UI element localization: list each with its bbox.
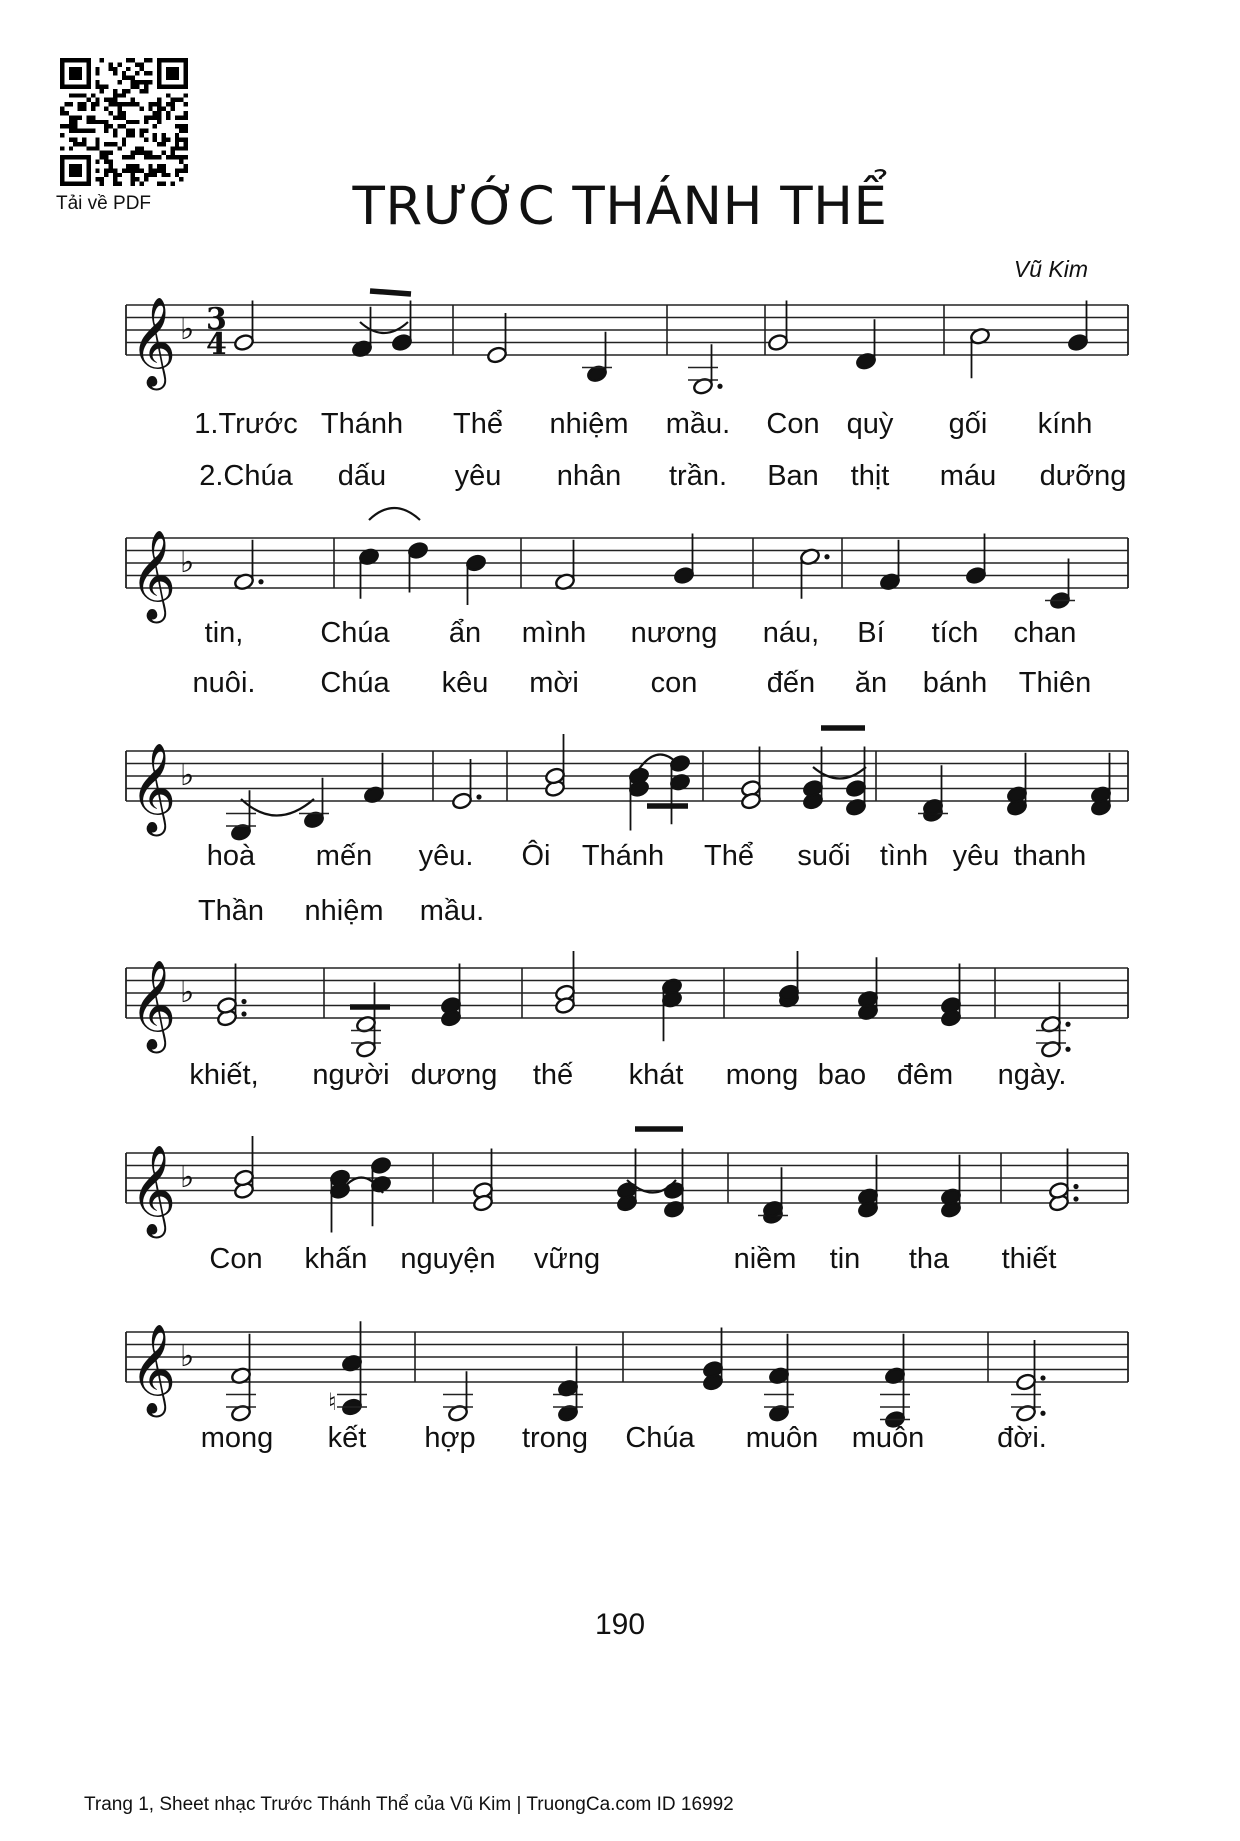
time-signature-bottom: 4	[206, 327, 227, 362]
lyric-word: mời	[529, 667, 579, 699]
lyric-word: đêm	[896, 1059, 954, 1091]
lyric-word: yêu.	[418, 840, 474, 872]
lyric-word: Chúa	[625, 1422, 695, 1454]
note-head	[465, 554, 487, 573]
notes-system-5	[233, 1136, 1078, 1233]
lyric-word: con	[650, 667, 698, 699]
lyric-word: nhiệm	[304, 895, 384, 927]
lyric-word: nương	[630, 617, 718, 649]
note-head	[391, 333, 413, 352]
lyric-word: thế	[532, 1059, 574, 1091]
lyric-word: Thánh	[581, 840, 665, 872]
flat-key-signature-icon: ♭	[180, 312, 195, 347]
note-head	[233, 333, 255, 352]
lyric-word: kính	[1037, 408, 1093, 440]
treble-clef-icon: 𝄞	[130, 1145, 177, 1235]
lyric-word: hoà	[206, 840, 256, 872]
note-dot	[1073, 1196, 1078, 1201]
lyric-word: trần.	[668, 460, 728, 492]
note-head	[451, 792, 473, 811]
lyric-word: muôn	[745, 1422, 819, 1454]
note-head	[673, 566, 695, 585]
lyric-word: đến	[766, 667, 816, 699]
lyric-word: gối	[948, 408, 988, 440]
note-dot	[717, 384, 722, 389]
lyrics-system-4	[0, 1059, 1240, 1095]
lyric-word: Ôi	[521, 840, 551, 872]
note-head	[1067, 333, 1089, 352]
lyric-word: đời.	[997, 1422, 1047, 1454]
slur	[369, 508, 420, 520]
lyric-word: Thiên	[1018, 667, 1092, 699]
lyric-word: nuôi.	[192, 667, 256, 699]
lyric-word: 2.Chúa	[199, 460, 293, 492]
lyric-word: ngày.	[997, 1059, 1067, 1091]
lyric-word: Chúa	[320, 617, 390, 649]
staff-system-4	[126, 960, 1128, 1054]
lyric-word: Con	[766, 408, 820, 440]
note-dot	[241, 1011, 246, 1016]
treble-clef-icon: 𝄞	[130, 960, 177, 1050]
lyric-word: 1.Trước	[194, 408, 298, 440]
lyrics-system-2-verse-1	[0, 617, 1240, 653]
lyric-word: tình	[879, 840, 929, 872]
lyric-word: tin	[829, 1243, 861, 1275]
note-dot	[824, 554, 829, 559]
lyric-word: nhiệm	[549, 408, 629, 440]
lyric-word: Chúa	[320, 667, 390, 699]
lyric-word: người	[312, 1059, 390, 1091]
note-dot	[1073, 1184, 1078, 1189]
lyric-word: thiết	[1001, 1243, 1057, 1275]
flat-key-signature-icon: ♭	[180, 545, 195, 580]
download-pdf-link[interactable]: Tải về PDF	[56, 193, 152, 214]
flat-key-signature-icon: ♭	[180, 1339, 195, 1374]
lyrics-system-3-verse-2	[0, 895, 1240, 931]
flat-key-signature-icon: ♭	[180, 758, 195, 793]
lyrics-system-5	[0, 1243, 1240, 1279]
lyric-word: bao	[817, 1059, 867, 1091]
lyric-word: bánh	[922, 667, 988, 699]
lyric-word: chan	[1013, 617, 1077, 649]
lyric-word: khấn	[304, 1243, 368, 1275]
note-head	[1015, 1373, 1037, 1392]
lyric-word: vững	[533, 1243, 601, 1275]
treble-clef-icon: 𝄞	[130, 743, 177, 833]
staff-system-6	[126, 1324, 1128, 1418]
lyric-word: Bí	[857, 617, 885, 649]
lyric-word: dương	[410, 1059, 498, 1091]
treble-clef-icon: 𝄞	[130, 1324, 177, 1414]
lyric-word: nhân	[556, 460, 622, 492]
lyric-word: tha	[908, 1243, 950, 1275]
note-dot	[1065, 1022, 1070, 1027]
composer-name: Vũ Kim	[1013, 256, 1088, 282]
flat-key-signature-icon: ♭	[180, 975, 195, 1010]
lyrics-system-2-verse-2	[0, 667, 1240, 703]
note-dot	[1065, 1047, 1070, 1052]
footer-credit: Trang 1, Sheet nhạc Trước Thánh Thể của Vũ Kim | TruongCa.com ID 16992	[84, 1794, 734, 1815]
note-dot	[1040, 1375, 1045, 1380]
lyrics-system-1-verse-1	[0, 408, 1240, 444]
lyric-word: tin,	[204, 617, 244, 649]
lyric-word: mong	[725, 1059, 799, 1091]
note-head	[407, 541, 429, 560]
lyrics-system-3-verse-1	[0, 840, 1240, 876]
treble-clef-icon: 𝄞	[130, 530, 177, 620]
lyric-word: Thể	[704, 840, 754, 872]
notes-system-2	[233, 534, 1075, 610]
note-head	[845, 779, 867, 798]
note-head	[486, 346, 508, 365]
note-dot	[476, 794, 481, 799]
note-head	[767, 333, 789, 352]
note-head	[370, 1156, 392, 1175]
lyric-word: suối	[797, 840, 851, 872]
lyric-word: Ban	[767, 460, 819, 492]
lyric-word: mầu.	[665, 408, 731, 440]
lyric-word: trong	[521, 1422, 589, 1454]
lyric-word: hợp	[424, 1422, 476, 1454]
flat-key-signature-icon: ♭	[180, 1160, 195, 1195]
staff-system-3	[126, 743, 1128, 837]
time-signature-top: 3	[206, 302, 227, 337]
lyric-word: khát	[628, 1059, 684, 1091]
note-dot	[241, 999, 246, 1004]
note-dot	[258, 579, 263, 584]
lyric-word: Thánh	[320, 408, 404, 440]
lyric-word: náu,	[762, 617, 820, 649]
eighth-beam	[370, 291, 411, 294]
lyric-word: khiết,	[189, 1059, 259, 1091]
note-head	[965, 566, 987, 585]
lyric-word: quỳ	[846, 408, 894, 440]
lyrics-system-1-verse-2	[0, 460, 1240, 496]
lyric-word: dưỡng	[1039, 460, 1127, 492]
lyric-word: máu	[939, 460, 997, 492]
lyric-word: nguyện	[400, 1243, 496, 1275]
natural-accidental-icon: ♮	[328, 1388, 337, 1416]
lyric-word: ẩn	[448, 617, 482, 649]
lyric-word: niềm	[733, 1243, 797, 1275]
slur	[360, 322, 408, 333]
lyric-word: muôn	[851, 1422, 925, 1454]
lyric-word: kết	[327, 1422, 367, 1454]
note-head	[663, 1181, 685, 1200]
notes-system-1	[233, 301, 1089, 396]
page-number: 190	[594, 1608, 646, 1641]
note-dot	[1040, 1411, 1045, 1416]
note-head	[669, 754, 691, 773]
lyric-word: ăn	[854, 667, 888, 699]
lyric-word: Thần	[197, 895, 265, 927]
lyric-word: mình	[521, 617, 587, 649]
lyric-word: mong	[200, 1422, 274, 1454]
lyric-word: kêu	[441, 667, 489, 699]
lyric-word: mầu.	[419, 895, 485, 927]
lyric-word: yêu	[454, 460, 502, 492]
notes-system-6	[226, 1321, 1046, 1429]
lyric-word: tích	[931, 617, 979, 649]
lyric-word: thịt	[850, 460, 890, 492]
lyric-word: thanh	[1013, 840, 1087, 872]
lyric-word: yêu	[952, 840, 1000, 872]
lyric-word: Con	[209, 1243, 263, 1275]
lyrics-system-6	[0, 1422, 1240, 1458]
song-title: TRƯỚC THÁNH THỂ	[352, 176, 888, 237]
lyric-word: mến	[315, 840, 373, 872]
lyric-word: Thể	[453, 408, 503, 440]
treble-clef-icon: 𝄞	[130, 297, 177, 387]
lyric-word: dấu	[337, 460, 387, 492]
